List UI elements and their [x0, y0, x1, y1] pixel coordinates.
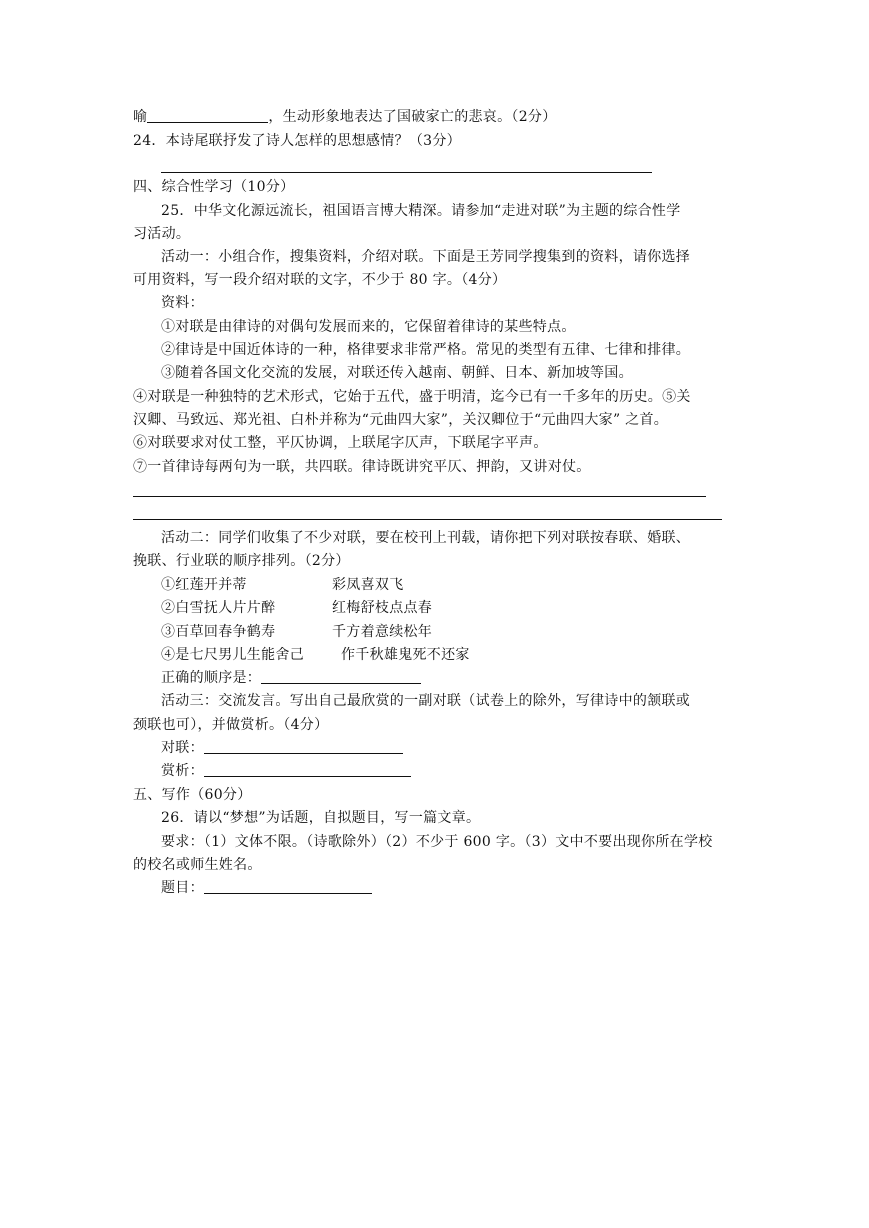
material-item: ④对联是一种独特的艺术形式，它始于五代，盛于明清，迄今已有一千多年的历史。⑤关	[133, 389, 691, 405]
activity1-line1: 活动一：小组合作，搜集资料，介绍对联。下面是王芳同学搜集到的资料，请你选择	[161, 249, 691, 265]
couplet-row	[161, 622, 432, 642]
material-item: ⑥对联要求对仗工整，平仄协调，上联尾字仄声，下联尾字平声。	[133, 435, 548, 451]
order-label: 正确的顺序是：	[161, 670, 262, 686]
couplet-first: ③百草回春争鹤寿	[161, 624, 276, 640]
title-answer-blank[interactable]	[204, 878, 372, 894]
couplet-row	[161, 575, 404, 595]
q25-intro-line1: 25．中华文化源远流长，祖国语言博大精深。请参加“走进对联”为主题的综合性学	[161, 203, 681, 219]
materials-label: 资料：	[161, 295, 204, 311]
material-item: ⑦一首律诗每两句为一联，共四联。律诗既讲究平仄、押韵，又讲对仗。	[133, 459, 591, 475]
activity3-line2: 颈联也可），并做赏析。（4分）	[133, 717, 329, 733]
q26-requirements-line1: 要求：（1）文体不限。（诗歌除外）（2）不少于 600 字。（3）文中不要出现你所在学校	[161, 834, 713, 850]
title-label: 题目：	[161, 880, 204, 896]
activity3-line1: 活动三：交流发言。写出自己最欣赏的一副对联（试卷上的除外，写律诗中的颔联或	[161, 693, 691, 709]
couplet-second: 作千秋雄鬼死不还家	[341, 647, 470, 663]
material-item: ③随着各国文化交流的发展，对联还传入越南、朝鲜、日本、新加坡等国。	[161, 365, 633, 381]
couplet-first: ②白雪抚人片片醉	[161, 600, 276, 616]
couplet-answer-blank[interactable]	[204, 738, 403, 754]
material-item: ②律诗是中国近体诗的一种，格律要求非常严格。常见的类型有五律、七律和排律。	[161, 342, 691, 358]
couplet-row	[161, 645, 470, 665]
q23-tail-line	[133, 107, 557, 127]
activity1-answer-line[interactable]	[133, 519, 722, 520]
appreciation-answer-line	[161, 761, 411, 781]
section4-heading: 四、综合性学习（10分）	[133, 179, 295, 195]
q23-suffix: ，生动形象地表达了国破家亡的悲哀。（2分）	[268, 109, 557, 125]
couplet-second: 千方着意续松年	[332, 624, 433, 640]
q23-answer-blank[interactable]	[147, 107, 268, 123]
q24-answer-line[interactable]	[161, 172, 652, 173]
couplet-second: 红梅舒枝点点春	[332, 600, 433, 616]
q24-question: 24．本诗尾联抒发了诗人怎样的思想感情？（3分）	[133, 133, 461, 149]
order-answer-blank[interactable]	[261, 668, 421, 684]
couplet-first: ①红莲开并蒂	[161, 577, 247, 593]
order-line	[161, 668, 421, 688]
q25-intro-line2: 习活动。	[133, 226, 191, 242]
appreciation-answer-blank[interactable]	[204, 761, 411, 777]
couplet-second: 彩凤喜双飞	[332, 577, 404, 593]
activity1-answer-line[interactable]	[133, 496, 706, 497]
q26-requirements-line2: 的校名或师生姓名。	[133, 857, 262, 873]
q26-line1: 26．请以“梦想”为话题，自拟题目，写一篇文章。	[161, 810, 481, 826]
section5-heading: 五、写作（60分）	[133, 787, 252, 803]
couplet-label: 对联：	[161, 740, 204, 756]
material-item: ①对联是由律诗的对偶句发展而来的，它保留着律诗的某些特点。	[161, 319, 576, 335]
title-answer-line	[161, 878, 372, 898]
couplet-answer-line	[161, 738, 403, 758]
couplet-first: ④是七尺男儿生能舍己	[161, 647, 304, 663]
q23-prefix: 喻	[133, 109, 148, 125]
material-item: 汉卿、马致远、郑光祖、白朴并称为“元曲四大家”，关汉卿位于“元曲四大家” 之首。	[133, 412, 669, 428]
appreciation-label: 赏析：	[161, 763, 204, 779]
activity1-line2: 可用资料，写一段介绍对联的文字，不少于 80 字。（4分）	[133, 272, 507, 288]
activity2-line1: 活动二：同学们收集了不少对联，要在校刊上刊载，请你把下列对联按春联、婚联、	[161, 530, 691, 546]
activity2-line2: 挽联、行业联的顺序排列。（2分）	[133, 553, 350, 569]
couplet-row	[161, 598, 432, 618]
